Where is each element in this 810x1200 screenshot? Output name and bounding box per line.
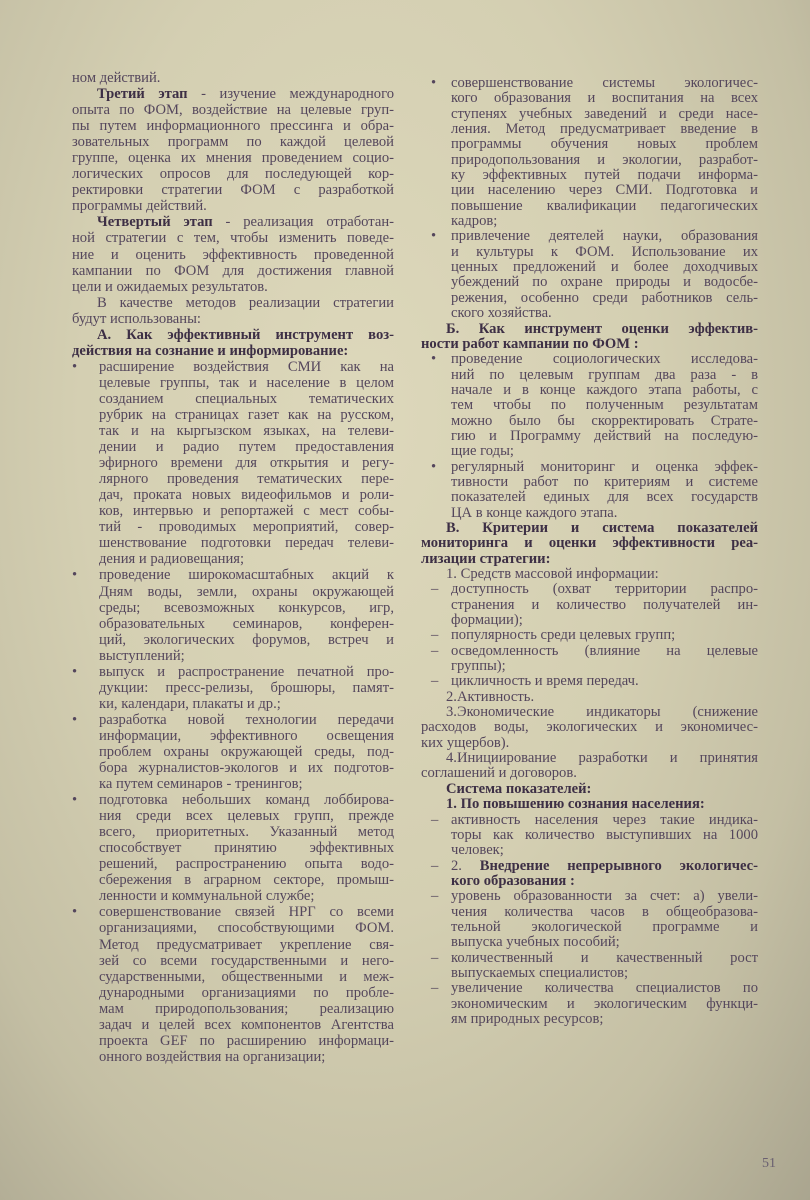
heading-block: [421, 797, 758, 812]
text-line: увеличение количества специалистов по: [451, 980, 758, 997]
text-line: режения, особенно среди работников сель-: [451, 289, 758, 306]
text-line: В качестве методов реализации стратегии: [97, 294, 394, 311]
text-line: зей со всеми государственными и него-: [99, 952, 394, 969]
text-line: способствует принятию эффективных: [99, 840, 394, 857]
text-line: ку эффективных путей подачи информа-: [451, 167, 758, 184]
text-line: ка путем семинаров - тренингов;: [99, 776, 303, 793]
bullet-block: [72, 359, 394, 568]
text-line: ков, интервью и репортажей с мест собы-: [99, 503, 394, 520]
text-line: кого образования и воспитания на всех: [451, 90, 758, 107]
bold-run: Внедрение непрерывного экологичес-: [479, 857, 758, 874]
bullet-block: [72, 792, 394, 904]
text-line: ной стратегии с тем, чтобы изменить поведе-: [72, 230, 394, 247]
bullet-block: [421, 460, 758, 521]
text-line: Б. Как инструмент оценки эффектив-: [446, 320, 758, 337]
numbered-block: [421, 705, 758, 751]
text-line: [72, 214, 394, 230]
text-line: выступлений;: [99, 647, 185, 664]
text-run: - реализация отработан-: [212, 214, 394, 231]
bold-run: кого образования :: [451, 872, 575, 889]
text-run: 2.: [451, 857, 480, 874]
text-line: регулярный мониторинг и оценка эффек-: [451, 458, 758, 475]
text-line: дения и радиовещания;: [99, 551, 245, 568]
text-line: показателей единых для всех государств: [451, 489, 758, 506]
text-line: и культуры к ФОМ. Использование их: [451, 243, 758, 260]
text-line: задач и целей всех компонентов Агентства: [99, 1016, 394, 1033]
bullet-marker: •: [431, 75, 437, 91]
text-line: 2.Активность.: [446, 688, 535, 705]
text-line: группе, оценка их мнения проведением социо-: [72, 150, 394, 167]
dash-marker: –: [431, 673, 439, 690]
text-line: цикличность и время передач.: [451, 673, 639, 690]
text-line: [451, 874, 758, 889]
text-line: Метод предусматривает укрепление свя-: [99, 936, 394, 953]
text-line: 1. Средств массовой информации:: [446, 566, 659, 582]
text-line: пы путем информационного прессинга и обра-: [72, 118, 394, 135]
bullet-marker: •: [431, 458, 437, 475]
dash-marker: –: [431, 627, 439, 644]
bullet-marker: •: [72, 904, 78, 921]
text-line: ном действий.: [72, 70, 161, 86]
para-block: [72, 86, 394, 214]
text-line: зовательных программ по каждой целевой: [72, 134, 394, 151]
heading-block: [421, 782, 758, 797]
heading-block: [421, 521, 758, 567]
dash-marker: –: [431, 980, 439, 997]
text-line: доступность (охват территории распро-: [451, 581, 758, 598]
dash-marker: –: [431, 642, 439, 659]
text-line: уровень образованности за счет: а) увели-: [451, 888, 758, 905]
text-line: ступенях учебных заведений и среди насе-: [451, 105, 758, 122]
text-line: действия на сознание и информирование:: [72, 342, 349, 359]
text-line: ценных предложений и более доходчивых: [451, 259, 758, 276]
text-line: Дням воды, земли, охраны окружающей: [99, 583, 394, 600]
para-block: [72, 214, 394, 294]
bullet-marker: •: [72, 711, 78, 728]
text-line: онного воздействия на организации;: [99, 1048, 326, 1065]
text-line: убеждений по охране природы и водосбе-: [451, 274, 758, 291]
text-line: ки, календари, плакаты и др.;: [99, 695, 281, 712]
text-line: проведение социологических исследова-: [451, 351, 758, 368]
text-line: выпуск и распространение печатной про-: [99, 663, 394, 680]
text-line: тий - проводимых мероприятий, совер-: [99, 519, 394, 536]
bullet-block: [72, 567, 394, 663]
text-line: опыта по ФОМ, воздействие на целевые груп-: [72, 102, 394, 119]
bullet-marker: •: [72, 567, 78, 584]
text-line: ции населению через СМИ. Подготовка и: [451, 182, 758, 199]
para-block: [72, 295, 394, 327]
text-line: разработка новой технологии передачи: [99, 711, 394, 728]
text-line: организациями, способствующими ФОМ.: [99, 920, 394, 937]
dash-block: [421, 951, 758, 982]
text-line: [72, 86, 394, 102]
text-line: природопользования и экологии, разработ-: [451, 151, 758, 168]
text-line: созданием специальных тематических: [99, 390, 394, 407]
text-line: подготовка небольших команд лоббирова-: [99, 792, 394, 809]
text-line: лярного проведения тематических пере-: [99, 471, 394, 488]
bold-run: Четвертый этап: [97, 214, 213, 231]
dash-block: [421, 674, 758, 689]
text-line: ности работ кампании по ФОМ :: [421, 335, 639, 352]
text-line: соглашений и договоров.: [421, 765, 577, 782]
left-column: [72, 70, 394, 1065]
text-line: лизации стратегии:: [421, 550, 551, 567]
text-line: странения и количество получателей ин-: [451, 596, 758, 613]
text-line: среды; всевозможных конкурсов, игр,: [99, 599, 394, 616]
text-line: цели и ожидаемых результатов.: [72, 278, 268, 295]
text-line: ций, экологических форумов, встреч и: [99, 631, 394, 648]
para-noindent-block: [72, 70, 394, 86]
bullet-block: [72, 712, 394, 792]
text-line: ния среди всех целевых групп, прежде: [99, 808, 394, 825]
text-line: информации, эффективного освещения: [99, 727, 394, 744]
bullet-block: [421, 352, 758, 459]
text-line: активность населения через такие индика-: [451, 811, 758, 828]
text-line: ректировки стратегии ФОМ с разработкой: [72, 182, 394, 199]
text-line: программы действий.: [72, 198, 207, 215]
dash-block: [421, 628, 758, 643]
text-line: целевые группы, так и население в целом: [99, 374, 394, 391]
text-line: кадров;: [451, 213, 498, 230]
text-run: - изучение международного: [187, 86, 394, 103]
text-line: мам природопользования; реализацию: [99, 1000, 394, 1017]
text-line: всего, приоритетных. Указанный метод: [99, 824, 394, 841]
text-line: проблем охраны окружающей среды, под-: [99, 743, 394, 760]
text-line: тем чтобы по полученным результатам: [451, 397, 758, 414]
dash-marker: –: [431, 888, 439, 905]
text-line: программы обучения новых проблем: [451, 136, 758, 153]
bullet-marker: •: [72, 663, 78, 680]
text-line: А. Как эффективный инструмент воз-: [97, 326, 394, 343]
heading-block: [72, 327, 394, 359]
text-line: сударственными, общественными и меж-: [99, 968, 394, 985]
text-line: тельной экологической программе и: [451, 918, 758, 935]
text-line: выпуска учебных пособий;: [451, 934, 620, 951]
text-line: Система показателей:: [446, 780, 592, 797]
text-line: 1. По повышению сознания населения:: [446, 796, 705, 813]
text-line: торы как количество выступивших на 1000: [451, 826, 758, 843]
text-line: тивности работ по критериям и системе: [451, 473, 758, 490]
text-line: формации);: [451, 612, 523, 629]
dash-marker: –: [431, 811, 439, 828]
text-line: группы);: [451, 658, 506, 675]
text-line: выпускаемых специалистов;: [451, 964, 629, 981]
page-number: 51: [762, 1156, 776, 1171]
text-line: дународными организациями по пробле-: [99, 984, 394, 1001]
text-line: сбережения в аграрном секторе, промыш-: [99, 872, 394, 889]
text-line: ЦА в конце каждого этапа.: [451, 504, 618, 521]
text-line: чения количества часов в общеобразова-: [451, 903, 758, 920]
text-line: мониторинга и оценки эффективности реа-: [421, 535, 758, 552]
text-line: начале и в конце каждого этапа работы, с: [451, 381, 758, 398]
text-line: проведение широкомасштабных акций к: [99, 567, 394, 584]
dash-block: [421, 582, 758, 628]
text-line: рубрик на страницах газет как на русском,: [99, 406, 394, 423]
text-line: будут использованы:: [72, 310, 201, 327]
text-line: [451, 859, 758, 874]
text-line: проекта GEF по расширению информаци-: [99, 1032, 394, 1049]
text-line: бора журналистов-экологов и их подготов-: [99, 760, 394, 777]
text-line: ского хозяйства.: [451, 305, 552, 322]
text-line: так и на кыргызском языках, на телеви-: [99, 423, 394, 440]
dash-block: [421, 644, 758, 675]
text-line: осведомленность (влияние на целевые: [451, 642, 758, 659]
text-line: ких ущербов).: [421, 734, 510, 751]
bullet-block: [421, 76, 758, 229]
text-line: дении и радио путем предоставления: [99, 439, 394, 456]
bullet-marker: •: [72, 358, 78, 375]
text-line: можно было бы скорректировать Страте-: [451, 412, 758, 429]
dash-marker: –: [431, 857, 439, 874]
right-column: [421, 76, 758, 1027]
text-line: совершенствование связей НРГ со всеми: [99, 904, 394, 921]
bullet-block: [421, 229, 758, 321]
text-line: ленности и коммунальной службе;: [99, 888, 315, 905]
numbered-block: [421, 751, 758, 782]
text-line: эфирного времени для открытия и регу-: [99, 455, 394, 472]
text-line: расширение воздействия СМИ как на: [99, 358, 394, 375]
text-line: 4.Инициирование разработки и принятия: [446, 750, 758, 767]
dash-block: [421, 889, 758, 950]
text-line: ям природных ресурсов;: [451, 1010, 604, 1027]
text-line: дач, проката новых видеофильмов и роли-: [99, 487, 394, 504]
text-line: шенствование подготовки передач телеви-: [99, 535, 394, 552]
bullet-block: [72, 904, 394, 1064]
bullet-marker: •: [72, 792, 78, 809]
bullet-marker: •: [431, 351, 437, 368]
text-line: кампании по ФОМ для достижения главной: [72, 262, 394, 279]
text-line: экономическим и экологическим функци-: [451, 995, 758, 1012]
heading-block: [421, 322, 758, 353]
text-line: образовательных семинаров, конферен-: [99, 615, 394, 632]
text-line: повышение квалификации педагогических: [451, 197, 758, 214]
text-line: 3.Экономические индикаторы (снижение: [446, 704, 758, 721]
text-line: щие годы;: [451, 443, 514, 460]
text-line: количественный и качественный рост: [451, 949, 758, 966]
text-line: популярность среди целевых групп;: [451, 627, 676, 644]
text-line: ние и оценить эффективность проведенной: [72, 246, 394, 263]
text-line: ний по целевым группам два раза - в: [451, 366, 758, 383]
dash-marker: –: [431, 581, 439, 598]
text-line: человек;: [451, 842, 504, 859]
bold-run: Третий этап: [97, 86, 188, 103]
dash-marker: –: [431, 949, 439, 966]
dash-block: [421, 859, 758, 890]
text-line: логических опросов для последующей кор-: [72, 166, 394, 183]
bullet-block: [72, 664, 394, 712]
text-line: привлечение деятелей науки, образования: [451, 228, 758, 245]
numbered-block: [421, 690, 758, 705]
text-line: совершенствование системы экологичес-: [451, 75, 758, 91]
dash-block: [421, 813, 758, 859]
numbered-block: [421, 567, 758, 582]
text-line: дукции: пресс-релизы, брошюры, памят-: [99, 679, 394, 696]
text-line: расходов воды, экологических и экономичес-: [421, 719, 758, 736]
dash-block: [421, 981, 758, 1027]
text-line: В. Критерии и система показателей: [446, 519, 758, 536]
text-line: решений, распространению опыта водо-: [99, 856, 394, 873]
bullet-marker: •: [431, 228, 437, 245]
text-line: ления. Метод предусматривает введение в: [451, 121, 758, 138]
text-line: гию и Программу действий на последую-: [451, 427, 758, 444]
